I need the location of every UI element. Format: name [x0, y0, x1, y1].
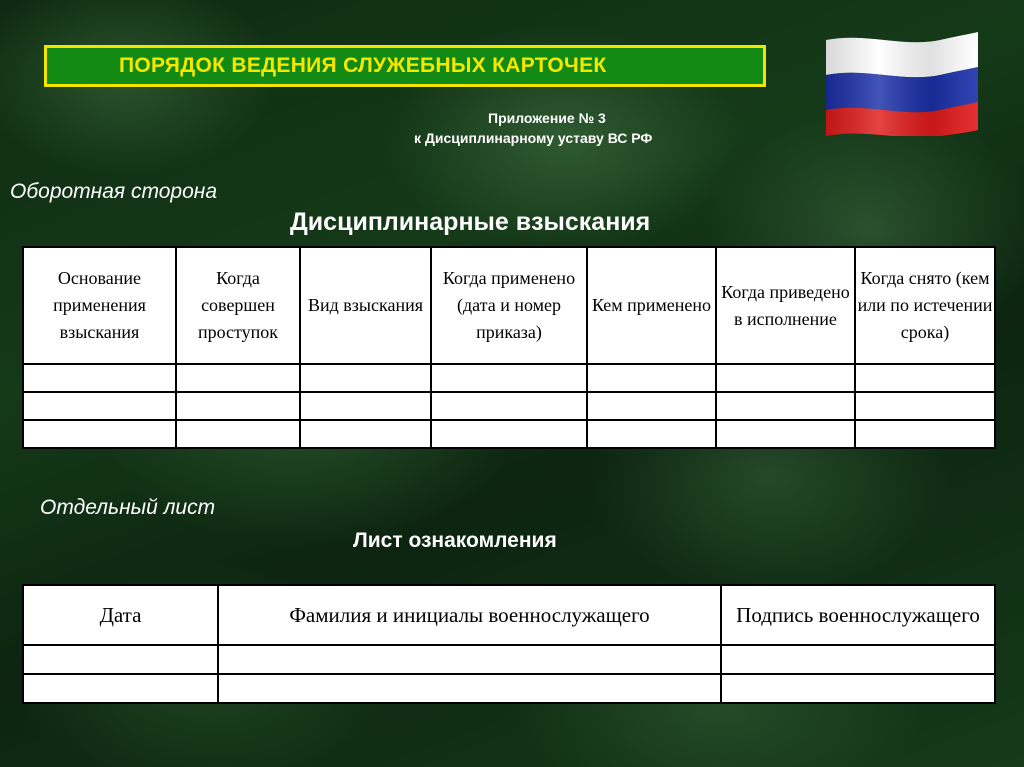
table-cell[interactable]: [23, 420, 176, 448]
table-cell[interactable]: [855, 364, 995, 392]
table-cell[interactable]: [855, 420, 995, 448]
table-cell[interactable]: [176, 364, 300, 392]
table-cell[interactable]: [23, 364, 176, 392]
russian-flag-icon: [822, 32, 980, 136]
table-cell[interactable]: [23, 392, 176, 420]
acquaintance-sheet-table: [22, 584, 996, 704]
page-title-banner: [44, 45, 766, 87]
table-cell[interactable]: [716, 392, 855, 420]
column-header: Фамилия и инициалы военнослужащего: [218, 585, 721, 645]
table-row: [23, 674, 995, 703]
appendix-note: [380, 108, 740, 148]
table-cell[interactable]: [587, 364, 716, 392]
table-cell[interactable]: [431, 420, 587, 448]
table-cell[interactable]: [176, 392, 300, 420]
appendix-number: Приложение № 3: [488, 110, 606, 126]
table-cell[interactable]: [716, 420, 855, 448]
table-cell[interactable]: [176, 420, 300, 448]
table-cell[interactable]: [218, 674, 721, 703]
column-header: Основание применения взыскания: [23, 247, 176, 364]
column-header: Подпись военнослужащего: [721, 585, 995, 645]
column-header: Когда совершен проступок: [176, 247, 300, 364]
table-cell[interactable]: [431, 392, 587, 420]
page-title: ПОРЯДОК ВЕДЕНИЯ СЛУЖЕБНЫХ КАРТОЧЕК: [119, 54, 607, 77]
table-cell[interactable]: [587, 420, 716, 448]
table-cell[interactable]: [716, 364, 855, 392]
table-header-row: [23, 585, 995, 645]
table-cell[interactable]: [23, 645, 218, 674]
disciplinary-penalties-title: Дисциплинарные взыскания: [290, 208, 651, 236]
table-row: [23, 645, 995, 674]
table-row: [23, 392, 995, 420]
table-row: [23, 420, 995, 448]
table-cell[interactable]: [300, 420, 431, 448]
table-header-row: [23, 247, 995, 364]
reverse-side-label: Оборотная сторона: [10, 180, 217, 203]
table-cell[interactable]: [721, 674, 995, 703]
column-header: Дата: [23, 585, 218, 645]
table-cell[interactable]: [300, 364, 431, 392]
column-header: Кем применено: [587, 247, 716, 364]
table-cell[interactable]: [300, 392, 431, 420]
table-cell[interactable]: [855, 392, 995, 420]
table-cell[interactable]: [23, 674, 218, 703]
acquaintance-sheet-title: Лист ознакомления: [353, 529, 557, 552]
column-header: Когда приведено в исполнение: [716, 247, 855, 364]
column-header: Вид взыскания: [300, 247, 431, 364]
appendix-reference: к Дисциплинарному уставу ВС РФ: [414, 130, 653, 146]
table-row: [23, 364, 995, 392]
column-header: Когда снято (кем или по истечении срока): [855, 247, 995, 364]
table-cell[interactable]: [587, 392, 716, 420]
table-cell[interactable]: [721, 645, 995, 674]
table-cell[interactable]: [431, 364, 587, 392]
separate-sheet-label: Отдельный лист: [40, 496, 216, 519]
column-header: Когда применено (дата и номер приказа): [431, 247, 587, 364]
disciplinary-penalties-table: [22, 246, 996, 449]
table-cell[interactable]: [218, 645, 721, 674]
